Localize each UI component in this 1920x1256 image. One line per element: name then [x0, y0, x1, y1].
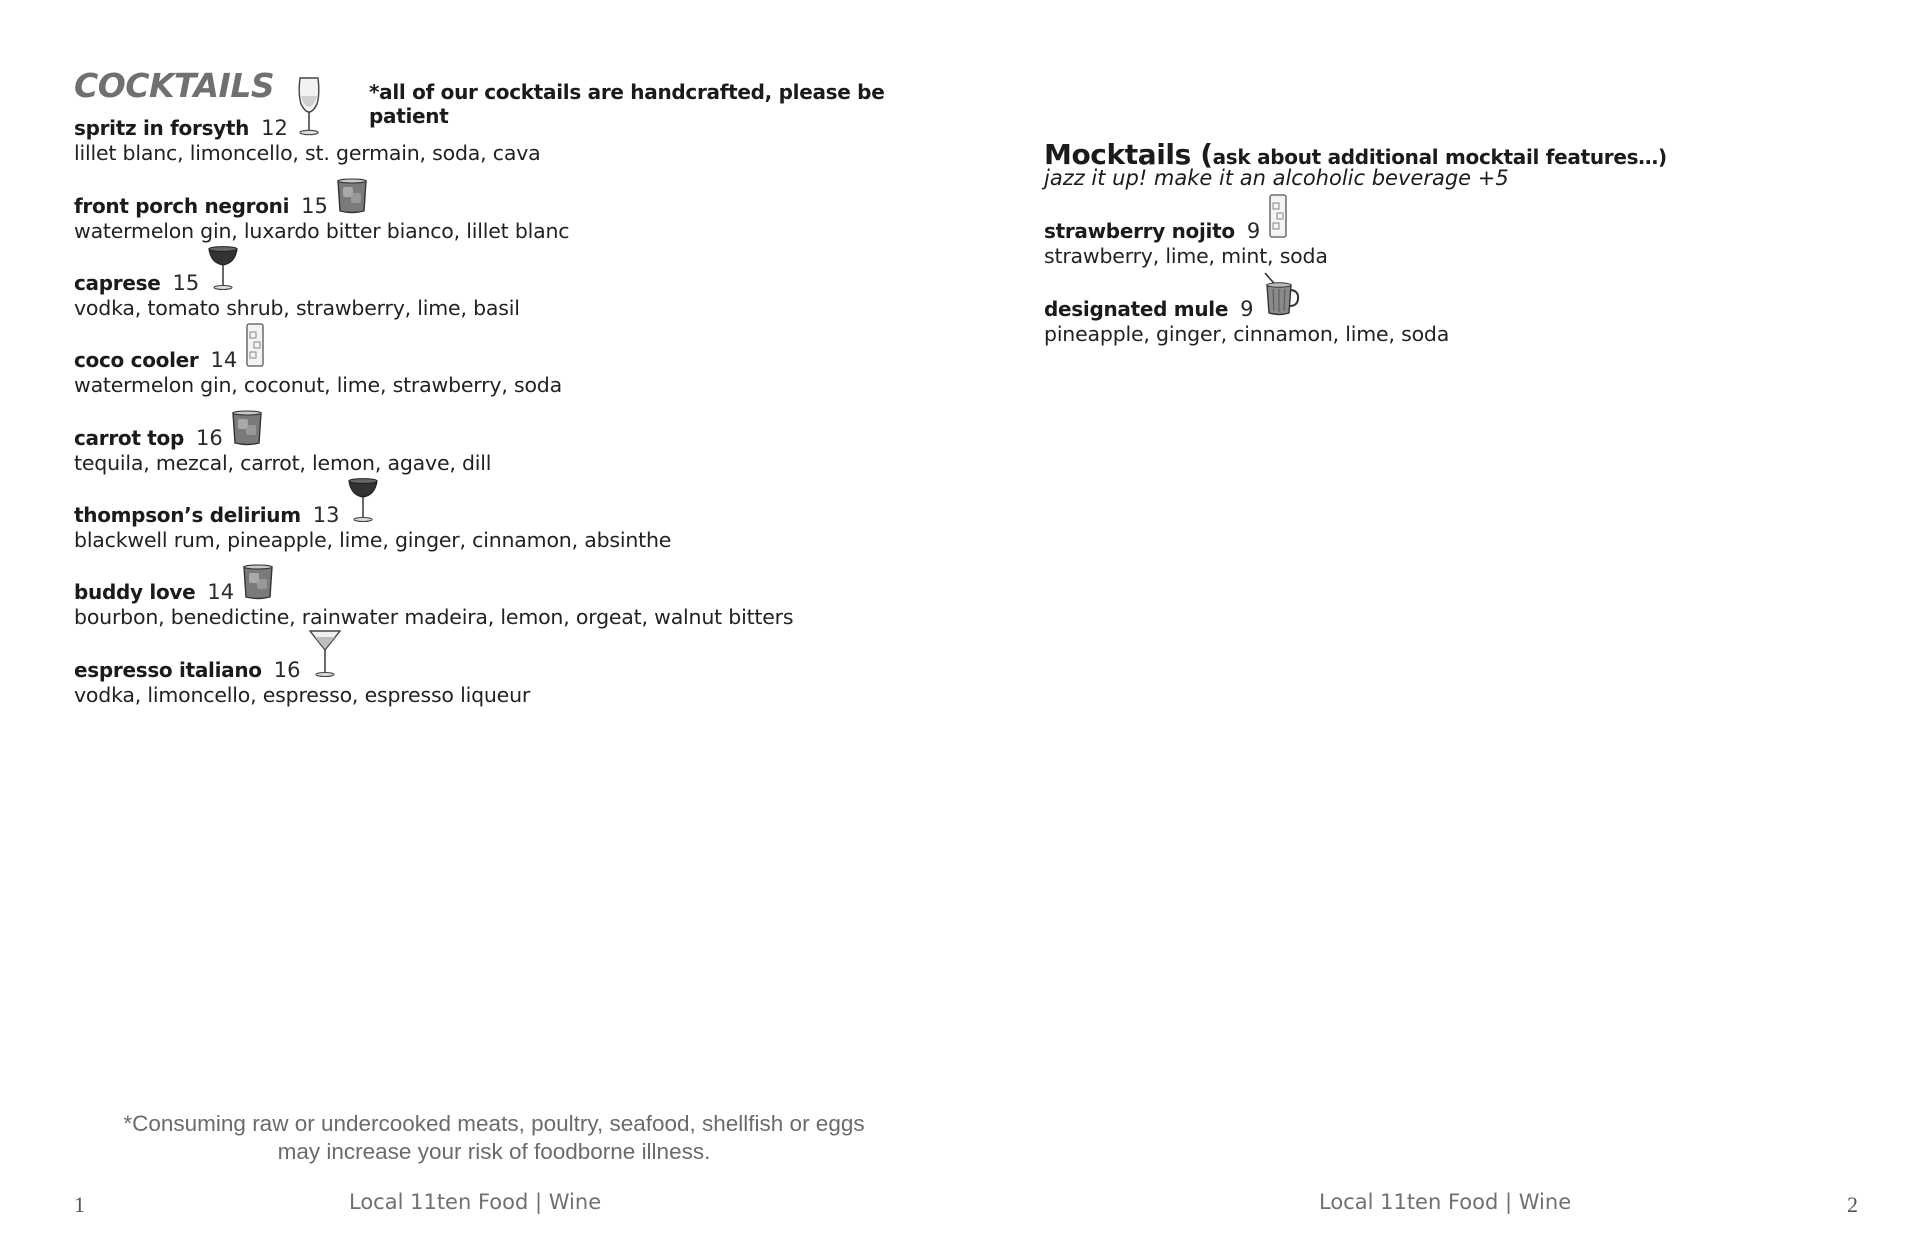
mocktail-name: strawberry nojito — [1044, 219, 1235, 243]
cocktail-name: coco cooler — [74, 348, 199, 372]
menu-page-2 — [960, 0, 1920, 1256]
mocktail-description: strawberry, lime, mint, soda — [1044, 244, 1328, 268]
mocktail-price: 9 — [1240, 297, 1254, 321]
handcrafted-note: *all of our cocktails are handcrafted, please be patient — [369, 80, 885, 128]
page-number: 1 — [74, 1192, 85, 1217]
highball-glass-icon — [245, 322, 265, 372]
cocktail-price: 15 — [172, 271, 200, 295]
food-safety-disclaimer — [74, 1110, 914, 1166]
cocktail-item — [74, 110, 541, 165]
highball-glass-icon — [1268, 193, 1288, 243]
cocktail-price: 15 — [301, 194, 328, 218]
martini-glass-icon — [308, 628, 342, 682]
cocktail-name: spritz in forsyth — [74, 116, 250, 140]
cocktail-item — [74, 342, 562, 397]
cocktail-item — [74, 420, 491, 475]
cocktail-description: watermelon gin, coconut, lime, strawberry, soda — [74, 373, 562, 397]
cocktail-name: buddy love — [74, 580, 196, 604]
mule-mug-icon — [1261, 271, 1301, 321]
cocktail-item — [74, 652, 530, 707]
cocktail-price: 14 — [210, 348, 238, 372]
cocktail-description: vodka, limoncello, espresso, espresso liqueur — [74, 683, 531, 707]
mocktails-title: Mocktails ( — [1044, 138, 1213, 171]
wine-glass-icon — [296, 76, 322, 140]
cocktail-description: bourbon, benedictine, rainwater madeira, lemon, orgeat, walnut bitters — [74, 605, 794, 629]
cocktail-name: carrot top — [74, 426, 184, 450]
cocktail-price: 14 — [207, 580, 235, 604]
mocktail-price: 9 — [1246, 219, 1261, 243]
cocktail-name: espresso italiano — [74, 658, 262, 682]
rocks-glass-icon — [242, 564, 274, 604]
cocktail-price: 16 — [195, 426, 223, 450]
mocktails-tagline: jazz it up! make it an alcoholic beverage +5 — [1044, 166, 1509, 190]
cocktail-price: 16 — [273, 658, 301, 682]
coupe-glass-icon — [347, 477, 379, 527]
cocktail-description: lillet blanc, limoncello, st. germain, soda, cava — [74, 141, 541, 165]
disclaimer-line: may increase your risk of foodborne illness. — [277, 1139, 711, 1164]
cocktail-name: front porch negroni — [74, 194, 290, 218]
mocktail-item — [1044, 291, 1449, 346]
mocktail-item — [1044, 213, 1328, 268]
cocktail-description: blackwell rum, pineapple, lime, ginger, cinnamon, absinthe — [74, 528, 672, 552]
cocktail-price: 12 — [261, 116, 288, 140]
footer-brand: Local 11ten Food | Wine — [1319, 1190, 1572, 1214]
cocktail-name: caprese — [74, 271, 161, 295]
cocktail-item — [74, 497, 671, 552]
cocktail-name: thompson’s delirium — [74, 503, 301, 527]
coupe-glass-icon — [207, 245, 239, 295]
cocktail-item — [74, 188, 569, 243]
rocks-glass-icon — [231, 410, 263, 450]
page-number: 2 — [1847, 1192, 1858, 1217]
cocktail-item — [74, 265, 520, 320]
cocktail-description: tequila, mezcal, carrot, lemon, agave, dill — [74, 451, 492, 475]
mocktail-name: designated mule — [1044, 297, 1229, 321]
disclaimer-line: *Consuming raw or undercooked meats, poultry, seafood, shellfish or eggs — [123, 1111, 865, 1136]
mocktails-subtitle: ask about additional mocktail features…) — [1212, 145, 1667, 169]
cocktail-description: vodka, tomato shrub, strawberry, lime, basil — [74, 296, 520, 320]
cocktails-heading: COCKTAILS — [74, 66, 275, 105]
rocks-glass-icon — [336, 178, 368, 218]
cocktail-description: watermelon gin, luxardo bitter bianco, lillet blanc — [74, 219, 570, 243]
footer-brand: Local 11ten Food | Wine — [349, 1190, 602, 1214]
cocktail-price: 13 — [312, 503, 340, 527]
cocktail-item — [74, 574, 793, 629]
mocktail-description: pineapple, ginger, cinnamon, lime, soda — [1044, 322, 1450, 346]
